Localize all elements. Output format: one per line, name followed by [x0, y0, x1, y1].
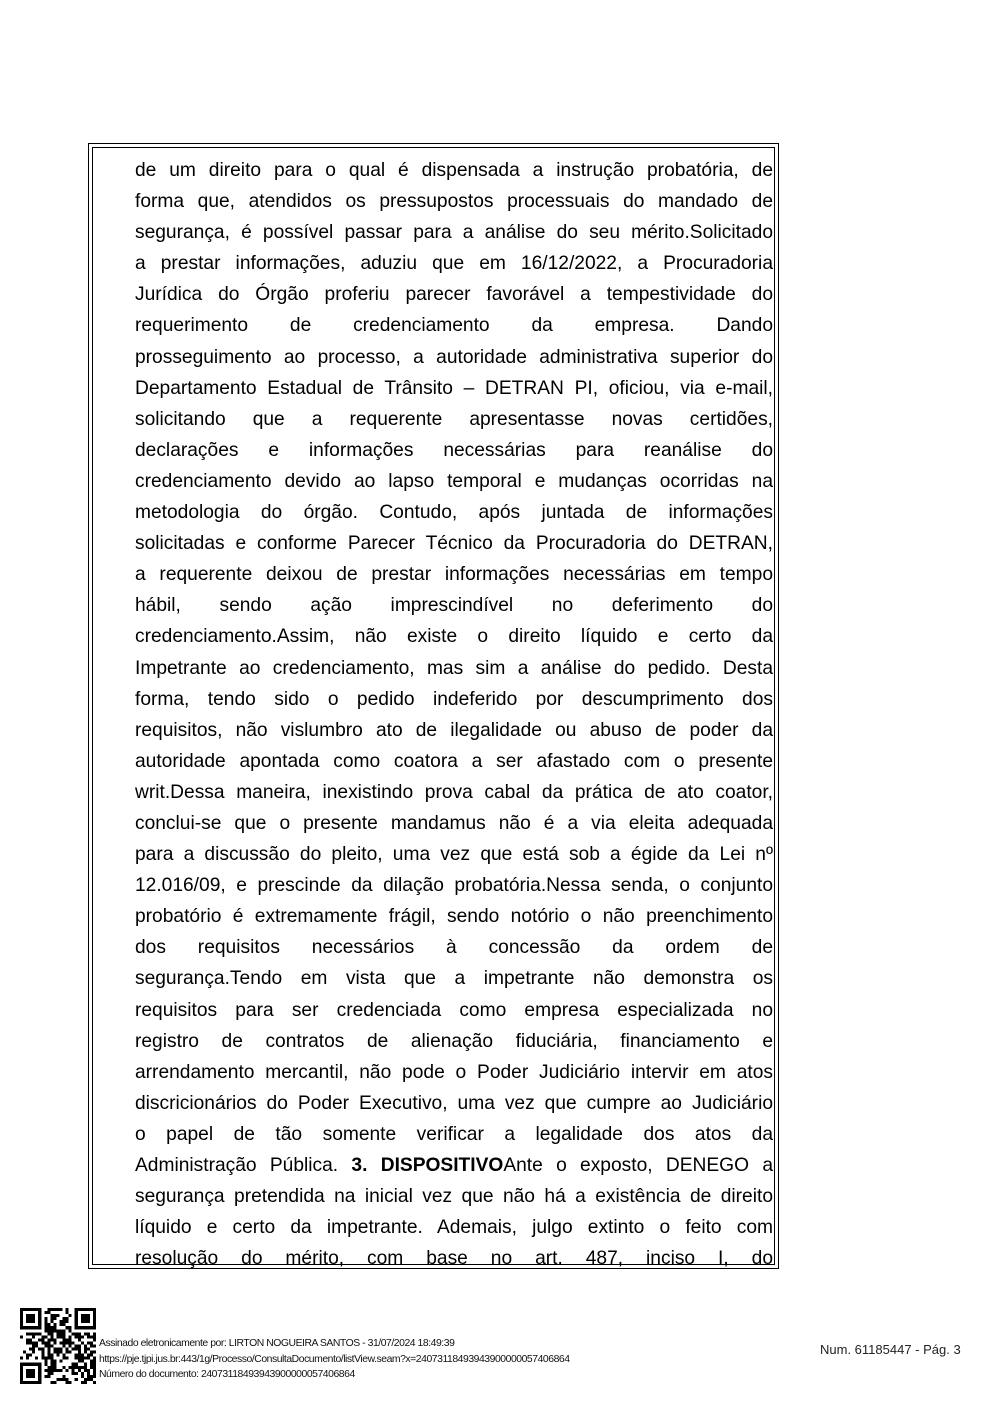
- body-lines: [135, 155, 773, 1150]
- text-line: autoridade apontada como coatora a ser afastado com o presente: [135, 750, 773, 772]
- text-line: a prestar informações, aduziu que em 16/12/2022, a Procuradoria: [135, 253, 773, 275]
- text-line: resolução do mérito, com base no art. 487, inciso I, do: [135, 1248, 773, 1270]
- text-line: forma que, atendidos os pressupostos processuais do mandado de: [135, 191, 773, 213]
- text-line: arrendamento mercantil, não pode o Poder Judiciário intervir em atos: [135, 1061, 773, 1083]
- text-line: probatório é extremamente frágil, sendo notório o não preenchimento: [135, 906, 773, 928]
- text-line: declarações e informações necessárias para reanálise do: [135, 439, 773, 461]
- text-line: forma, tendo sido o pedido indeferido por descumprimento dos: [135, 688, 773, 710]
- text-line: segurança.Tendo em vista que a impetrante não demonstra os: [135, 968, 773, 990]
- page-number: Num. 61185447 - Pág. 3: [820, 1342, 961, 1357]
- text-line: dos requisitos necessários à concessão da ordem de: [135, 937, 773, 959]
- text-line: segurança, é possível passar para a análise do seu mérito.Solicitado: [135, 222, 773, 244]
- text-line: credenciamento devido ao lapso temporal e mudanças ocorridas na: [135, 470, 773, 492]
- text-line: de um direito para o qual é dispensada a instrução probatória, de: [135, 160, 773, 181]
- closing-lines: [135, 1181, 773, 1274]
- text-line: credenciamento.Assim, não existe o direito líquido e certo da: [135, 626, 773, 648]
- text-line: requisitos para ser credenciada como empresa especializada no: [135, 999, 773, 1021]
- text-line: writ.Dessa maneira, inexistindo prova cabal da prática de ato coator,: [135, 781, 773, 803]
- text-line: solicitando que a requerente apresentasse novas certidões,: [135, 408, 773, 430]
- text-line: requisitos, não vislumbro ato de ilegalidade ou abuso de poder da: [135, 719, 773, 741]
- document-body: [135, 155, 773, 1274]
- text-line: hábil, sendo ação imprescindível no deferimento do: [135, 595, 773, 617]
- text-line: Departamento Estadual de Trânsito – DETRAN PI, oficiou, via e-mail,: [135, 377, 773, 399]
- text-line: discricionários do Poder Executivo, uma vez que cumpre ao Judiciário: [135, 1092, 773, 1114]
- text-line: Impetrante ao credenciamento, mas sim a análise do pedido. Desta: [135, 657, 773, 679]
- qr-code-icon: [20, 1308, 96, 1384]
- dispositivo-before: Administração Pública.: [135, 1155, 352, 1176]
- document-url[interactable]: https://pje.tjpi.jus.br:443/1g/Processo/ConsultaDocumento/listView.seam?x=24073118493943900000057406864: [99, 1353, 570, 1365]
- text-line: 12.016/09, e prescinde da dilação probatória.Nessa senda, o conjunto: [135, 875, 773, 897]
- text-line: Jurídica do Órgão proferiu parecer favorável a tempestividade do: [135, 284, 773, 306]
- text-line: o papel de tão somente verificar a legalidade dos atos da: [135, 1123, 773, 1145]
- dispositivo-heading: 3. DISPOSITIVO: [351, 1155, 504, 1176]
- text-line: para a discussão do pleito, uma vez que está sob a égide da Lei nº: [135, 844, 773, 866]
- dispositivo-line: [135, 1150, 773, 1181]
- document-number: Número do documento: 24073118493943900000057406864: [99, 1369, 355, 1380]
- signature-block: [99, 1336, 570, 1383]
- dispositivo-after: Ante o exposto, DENEGO a: [503, 1155, 773, 1176]
- text-line: a requerente deixou de prestar informações necessárias em tempo: [135, 564, 773, 586]
- signed-by-text: Assinado eletronicamente por: LIRTON NOGUEIRA SANTOS - 31/07/2024 18:49:39: [99, 1338, 455, 1349]
- text-line: registro de contratos de alienação fiduciária, financiamento e: [135, 1030, 773, 1052]
- text-line: metodologia do órgão. Contudo, após juntada de informações: [135, 502, 773, 524]
- text-line: solicitadas e conforme Parecer Técnico da Procuradoria do DETRAN,: [135, 533, 773, 555]
- text-line: líquido e certo da impetrante. Ademais, julgo extinto o feito com: [135, 1217, 773, 1239]
- text-line: requerimento de credenciamento da empresa. Dando: [135, 315, 773, 337]
- text-line: prosseguimento ao processo, a autoridade administrativa superior do: [135, 346, 773, 368]
- text-line: conclui-se que o presente mandamus não é a via eleita adequada: [135, 812, 773, 834]
- text-line: segurança pretendida na inicial vez que não há a existência de direito: [135, 1186, 773, 1208]
